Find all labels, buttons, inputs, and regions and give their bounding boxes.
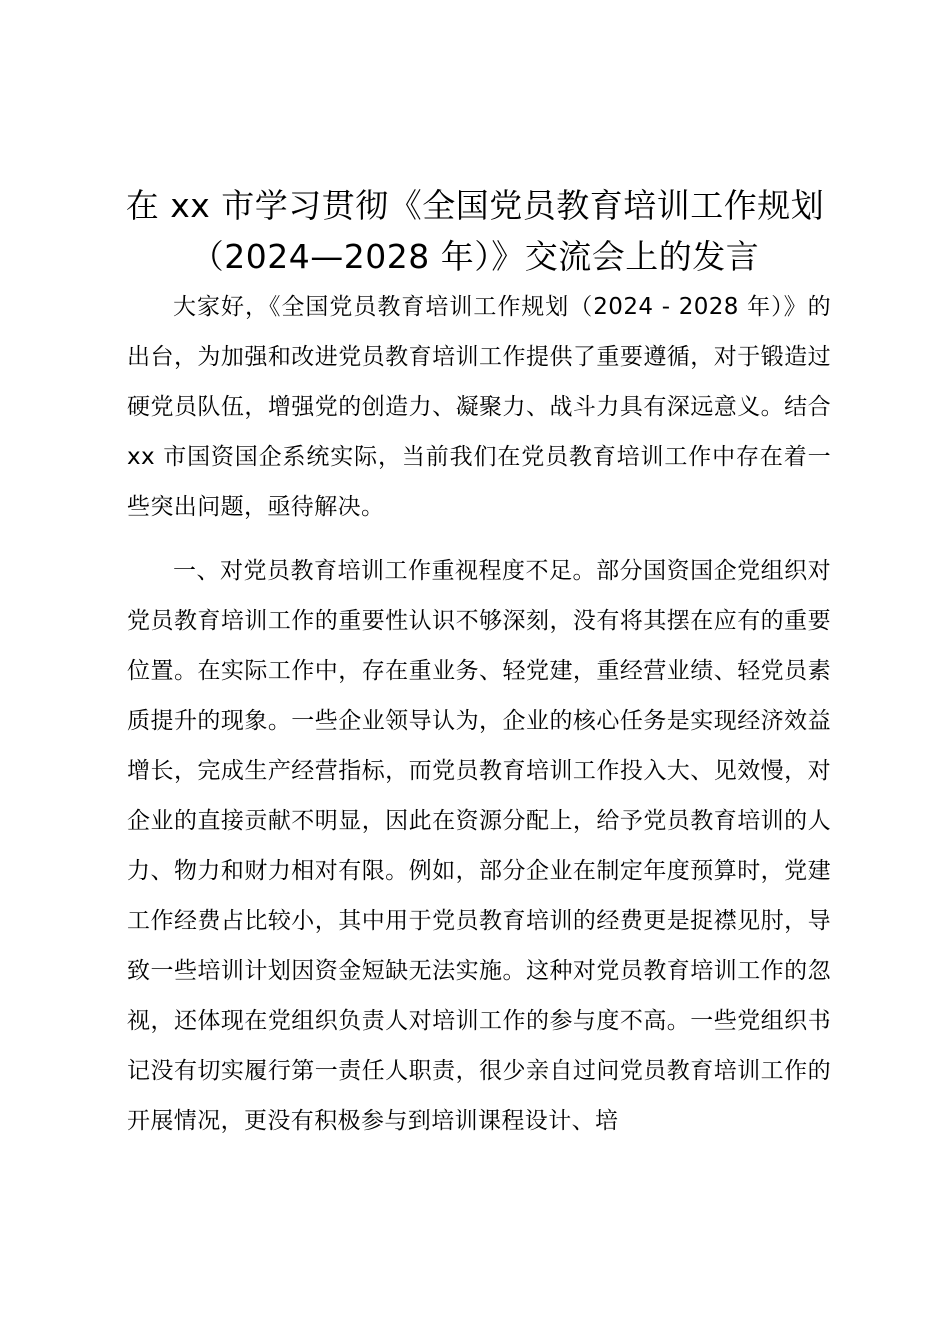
document-title: 在 xx 市学习贯彻《全国党员教育培训工作规划（2024—2028 年）》交流会上的发言 xyxy=(125,186,825,276)
paragraph-section-one: 一、对党员教育培训工作重视程度不足。部分国资国企党组织对党员教育培训工作的重要性认识不够深刻，没有将其摆在应有的重要位置。在实际工作中，存在重业务、轻党建，重经营业绩、轻党员素质提升的现象。一些企业领导认为，企业的核心任务是实现经济效益增长，完成生产经营指标，而党员教育培训工作投入大、见效慢，对企业的直接贡献不明显，因此在资源分配上，给予党员教育培训的人力、物力和财力相对有限。例如，部分企业在制定年度预算时，党建工作经费占比较小，其中用于党员教育培训的经费更是捉襟见肘，导致一些培训计划因资金短缺无法实施。这种对党员教育培训工作的忽视，还体现在党组织负责人对培训工作的参与度不高。一些党组织书记没有切实履行第一责任人职责，很少亲自过问党员教育培训工作的开展情况，更没有积极参与到培训课程设计、培 xyxy=(127,558,831,1134)
paragraph-intro: 大家好，《全国党员教育培训工作规划（2024 - 2028 年）》的出台，为加强和改进党员教育培训工作提供了重要遵循，对于锻造过硬党员队伍，增强党的创造力、凝聚力、战斗力具有深远意义。结合 xx 市国资国企系统实际，当前我们在党员教育培训工作中存在着一些突出问题，亟待解决。 xyxy=(127,294,831,520)
document-body xyxy=(127,282,831,1146)
